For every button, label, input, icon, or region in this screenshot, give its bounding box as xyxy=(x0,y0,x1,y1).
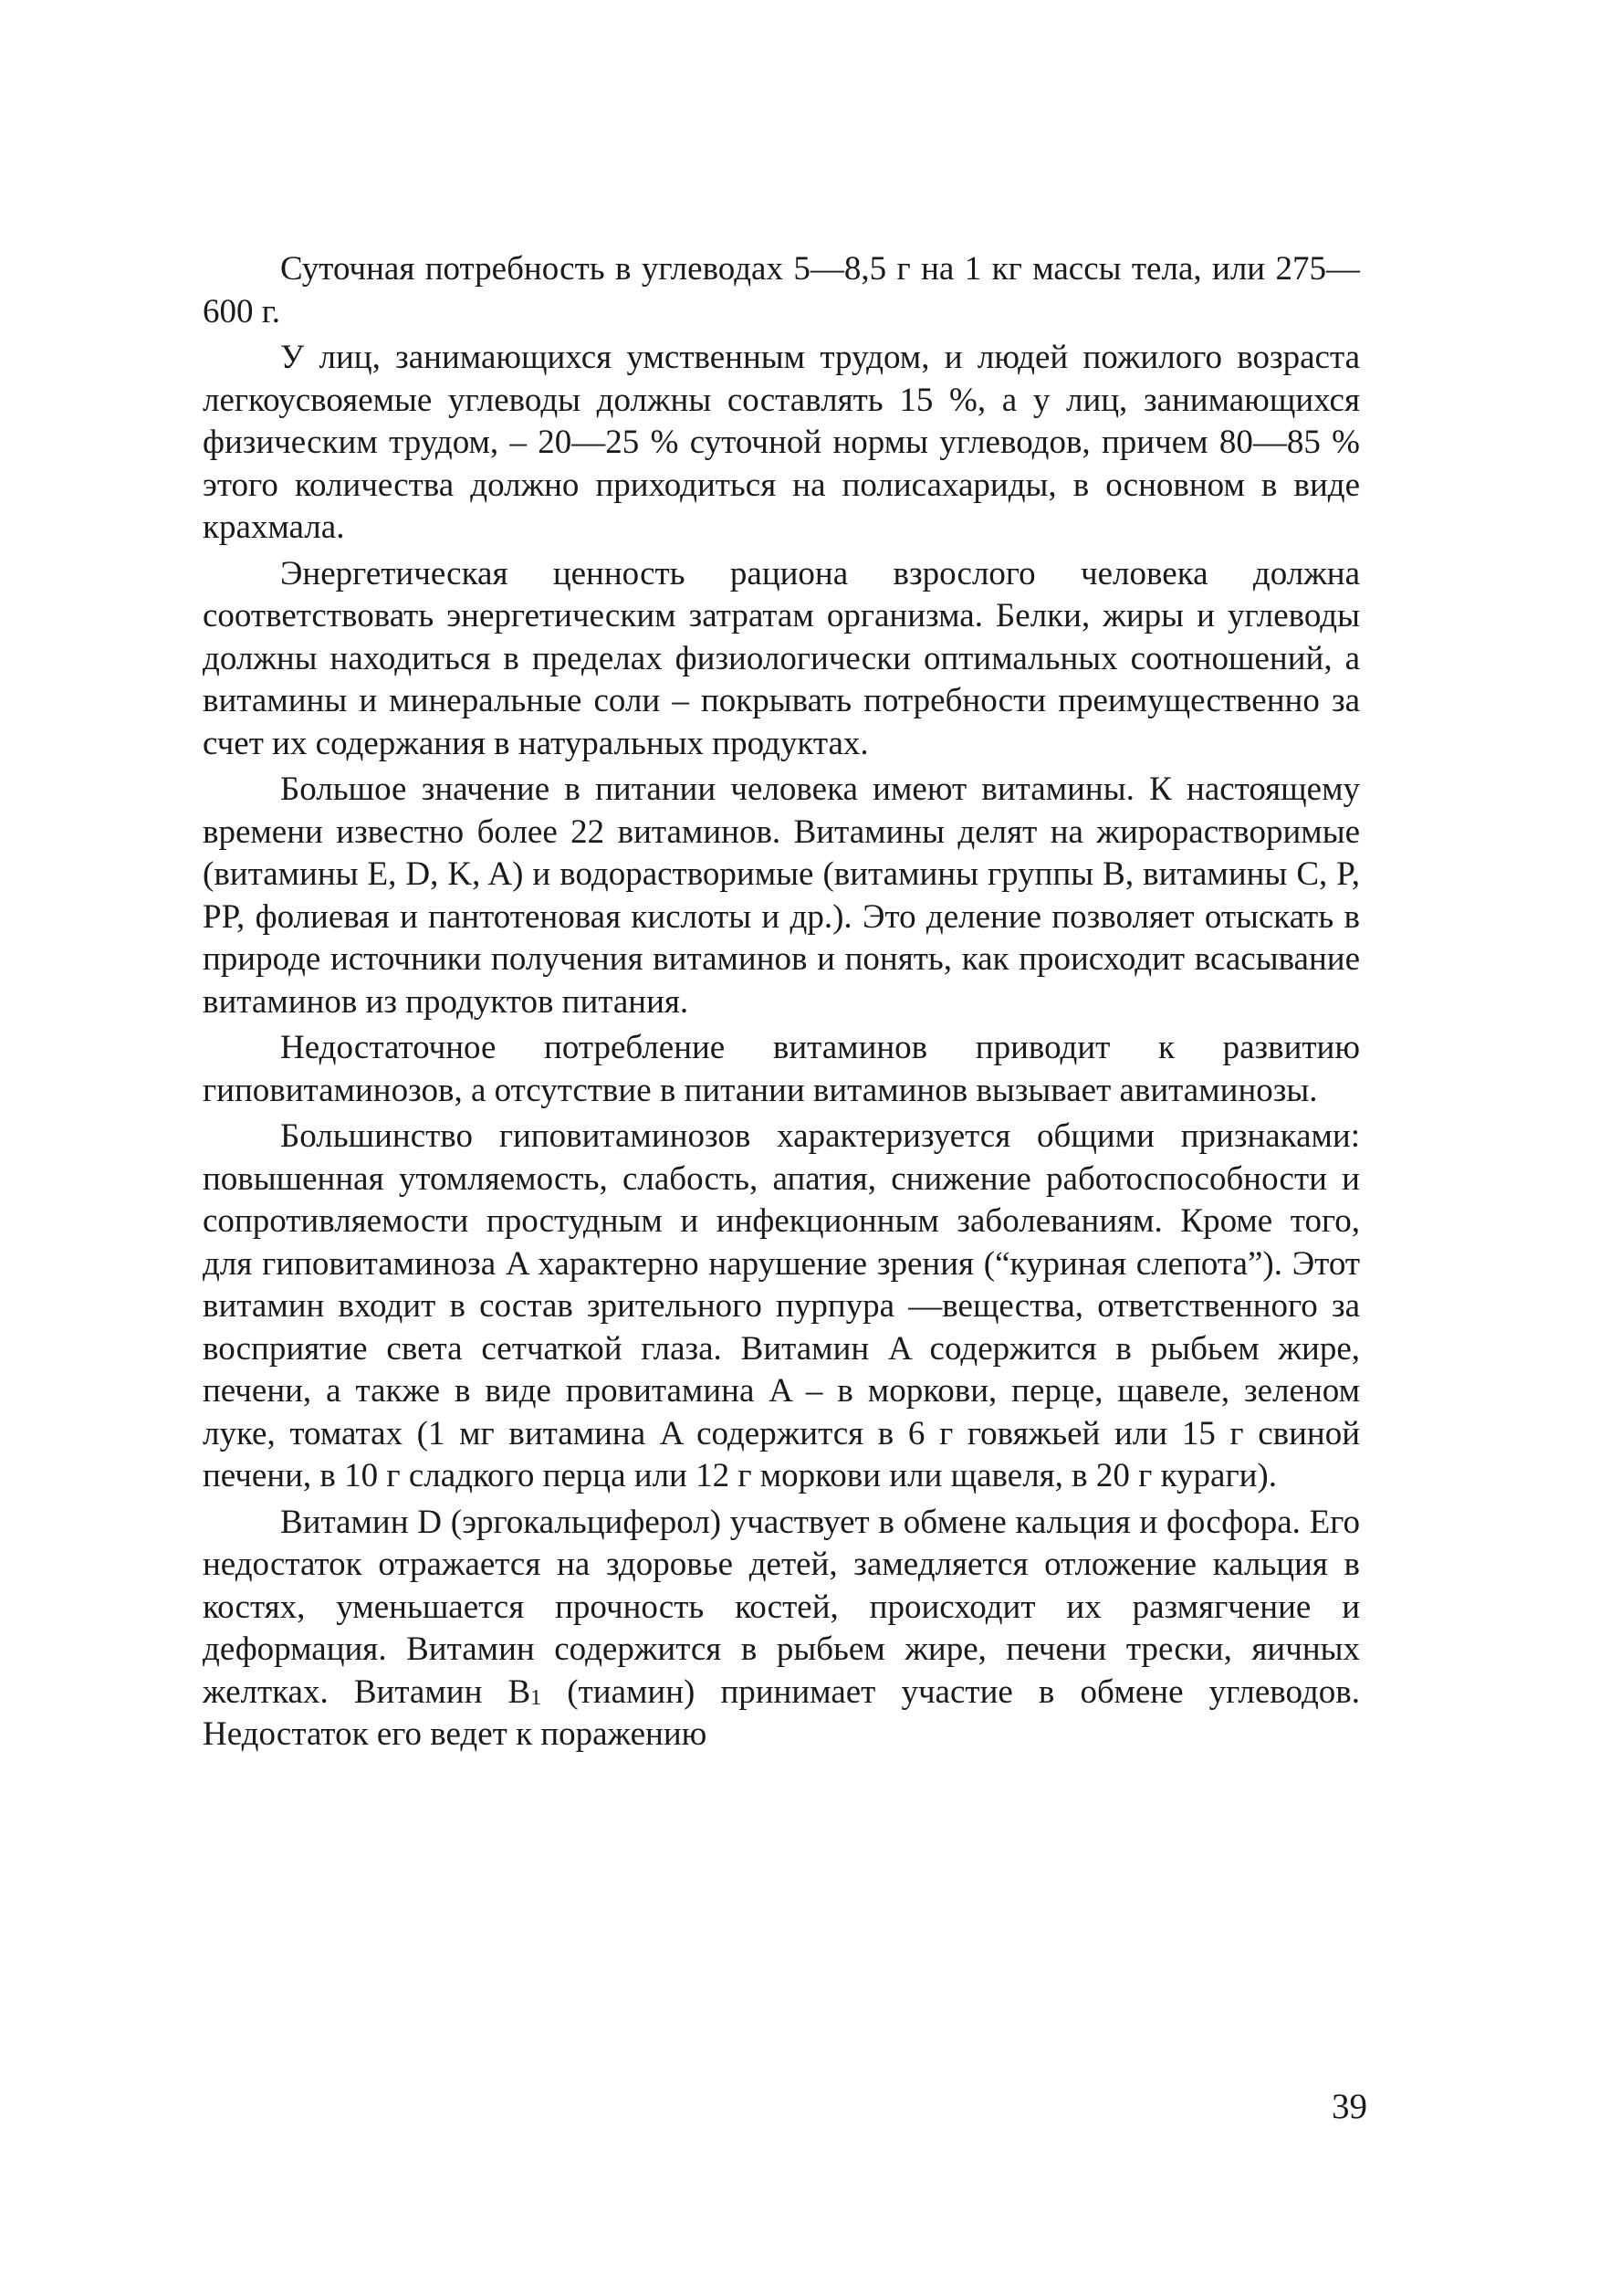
paragraph-vitamin-d xyxy=(203,1502,1360,1756)
paragraph-hypovitaminosis: Недостаточное потребление витаминов приводит к развитию гиповитаминозов, а отсутствие в питании витаминов вызывает авитаминозы. xyxy=(203,1029,1360,1109)
paragraph-energy-value: Энергетическая ценность рациона взрослого человека должна соответствовать энергетическим затратам организма. Белки, жиры и углеводы должны находиться в пределах физиологически оптимальных соотношений, а витамины и минеральные соли – покрывать потребности преимущественно за счет их содержания в натуральных продуктах. xyxy=(203,554,1360,762)
paragraph-carbohydrate-need: Суточная потребность в углеводах 5—8,5 г на 1 кг массы тела, или 275—600 г. xyxy=(203,250,1360,330)
vitamin-b1-subscript: 1 xyxy=(530,1685,542,1710)
vitamin-d-text-before: Витамин D (эргокальциферол) участвует в обмене кальция и фосфора. Его недостаток отражается на здоровье детей, замедляется отложение кальция в костях, уменьшается прочность костей, происходит их размягчение и деформация. Витамин содержится в рыбьем жире, печени трески, яичных желтках. Витамин B xyxy=(203,1503,1360,1711)
paragraph-easily-digestible-carbohydrates: У лиц, занимающихся умственным трудом, и людей пожилого возраста легкоусвояемые углеводы должны составлять 15 %, а у лиц, занимающихся физическим трудом, – 20—25 % суточной нормы углеводов, причем 80—85 % этого количества должно приходиться на полисахариды, в основном в виде крахмала. xyxy=(203,339,1360,546)
page-number: 39 xyxy=(1332,2087,1367,2126)
vitamin-d-text-after: (тиамин) принимает участие в обмене углеводов. Недостаток его ведет к поражению xyxy=(203,1672,1360,1753)
text-column xyxy=(203,248,1360,1760)
paragraph-vitamins-importance: Большое значение в питании человека имеют витамины. К настоящему времени известно более 22 витаминов. Витамины делят на жирорастворимые (витамины E, D, K, A) и водорастворимые (витамины группы B, витамины C, P, PP, фолиевая и пантотеновая кислоты и др.). Это деление позволяет отыскать в природе источники получения витаминов и понять, как происходит всасывание витаминов из продуктов питания. xyxy=(203,771,1360,1021)
paragraph-hypovitaminosis-signs: Большинство гиповитаминозов характеризуется общими признаками: повышенная утомляемость, слабость, апатия, снижение работоспособности и сопротивляемости простудным и инфекционным заболеваниям. Кроме того, для гиповитаминоза A характерно нарушение зрения (“куриная слепота”). Этот витамин входит в состав зрительного пурпура —вещества, ответственного за восприятие света сетчаткой глаза. Витамин A содержится в рыбьем жире, печени, а также в виде провитамина A – в моркови, перце, щавеле, зеленом луке, томатах (1 мг витамина A содержится в 6 г говяжьей или 15 г свиной печени, в 10 г сладкого перца или 12 г моркови или щавеля, в 20 г кураги). xyxy=(203,1117,1360,1494)
